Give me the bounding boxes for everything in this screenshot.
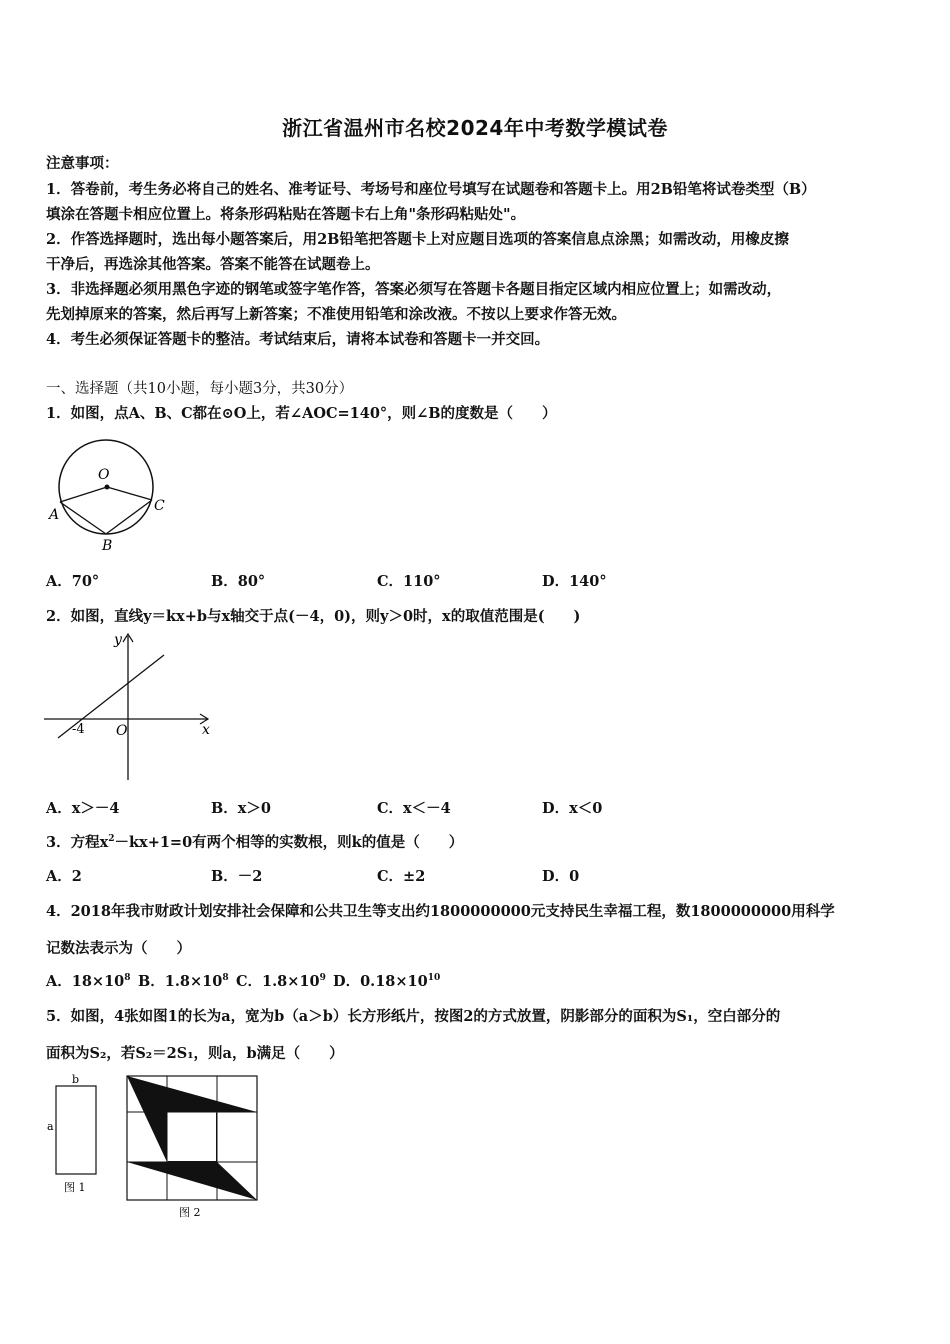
- label-a: A: [49, 507, 60, 523]
- notice-line: 2．作答选择题时，选出每小题答案后，用2B铅笔把答题卡上对应题目选项的答案信息点涂黑；如需改动，用橡皮擦: [46, 231, 789, 248]
- option-b[interactable]: B．－2: [211, 868, 263, 885]
- q5-stem-line1: 5．如图，4张如图1的长为a，宽为b（a＞b）长方形纸片，按图2的方式放置，阴影部分的面积为S₁，空白部分的: [46, 1008, 781, 1025]
- intercept-label: -4: [72, 722, 85, 737]
- option-c[interactable]: C．110°: [377, 573, 441, 590]
- option-a[interactable]: A．2: [46, 868, 82, 885]
- q1-circle-figure: [44, 432, 174, 557]
- q2-line-graph: [40, 628, 220, 786]
- notice-line: 3．非选择题必须用黑色字迹的钢笔或签字笔作答，答案必须写在答题卡各题目指定区域内相应位置上；如需改动，: [46, 281, 782, 298]
- q3-stem: [46, 831, 463, 852]
- label-c: C: [154, 498, 165, 514]
- q2-stem: 2．如图，直线y＝kx+b与x轴交于点(－4，0)，则y＞0时，x的取值范围是( ): [46, 608, 581, 625]
- fig2-caption: 图 2: [179, 1206, 201, 1219]
- option-d[interactable]: D．x＜0: [542, 800, 603, 817]
- option-base: B．1.8×10: [138, 973, 223, 990]
- axis-x-label: x: [202, 722, 210, 738]
- label-b: B: [102, 538, 113, 554]
- axis-y-label: y: [114, 632, 122, 648]
- option-b[interactable]: B．x＞0: [211, 800, 271, 817]
- option-base: C．1.8×10: [236, 973, 320, 990]
- option-exponent: 10: [427, 973, 441, 984]
- page-title: 浙江省温州市名校2024年中考数学模试卷: [282, 116, 668, 140]
- q1-stem: 1．如图，点A、B、C都在⊙O上，若∠AOC=140°，则∠B的度数是（ ）: [46, 405, 557, 422]
- option-base: D．0.18×10: [333, 973, 428, 990]
- notice-heading: 注意事项：: [46, 155, 119, 172]
- origin-label: O: [116, 723, 128, 739]
- option-a[interactable]: A．70°: [46, 573, 100, 590]
- fig1-a-label: a: [47, 1120, 54, 1133]
- label-o: O: [98, 467, 110, 483]
- q3-stem-pre: 3．方程x: [46, 834, 109, 851]
- notice-line: 先划掉原来的答案，然后再写上新答案；不准使用铅笔和涂改液。不按以上要求作答无效。: [46, 306, 626, 323]
- option-exponent: 9: [319, 973, 326, 984]
- q3-stem-post: －kx+1=0有两个相等的实数根，则k的值是（ ）: [114, 834, 464, 851]
- q5-figure-1: [44, 1072, 108, 1198]
- option-a[interactable]: [46, 970, 131, 991]
- option-d[interactable]: [333, 970, 440, 991]
- option-a[interactable]: A．x＞－4: [46, 800, 120, 817]
- option-d[interactable]: D．140°: [542, 573, 607, 590]
- option-d[interactable]: D．0: [542, 868, 580, 885]
- section-heading: 一、选择题（共10小题，每小题3分，共30分）: [46, 381, 354, 397]
- q5-stem-line2: 面积为S₂，若S₂＝2S₁，则a，b满足（ ）: [46, 1045, 344, 1062]
- option-c[interactable]: C．±2: [377, 868, 426, 885]
- fig1-caption: 图 1: [64, 1181, 86, 1194]
- notice-line: 干净后，再选涂其他答案。答案不能答在试题卷上。: [46, 256, 380, 273]
- option-c[interactable]: [236, 970, 326, 991]
- q5-figure-2: [122, 1072, 266, 1224]
- option-base: A．18×10: [46, 973, 125, 990]
- notice-line: 填涂在答题卡相应位置上。将条形码粘贴在答题卡右上角"条形码粘贴处"。: [46, 206, 526, 223]
- option-exponent: 8: [222, 973, 229, 984]
- option-b[interactable]: B．80°: [211, 573, 266, 590]
- notice-line: 1．答卷前，考生务必将自己的姓名、准考证号、考场号和座位号填写在试题卷和答题卡上。用2B铅笔将试卷类型（B）: [46, 181, 816, 198]
- notice-line: 4．考生必须保证答题卡的整洁。考试结束后，请将本试卷和答题卡一并交回。: [46, 331, 550, 348]
- q4-stem-line1: 4．2018年我市财政计划安排社会保障和公共卫生等支出约1800000000元支持民生幸福工程，数1800000000用科学: [46, 903, 835, 920]
- q3-exponent: 2: [108, 834, 115, 845]
- option-c[interactable]: C．x＜－4: [377, 800, 451, 817]
- q4-stem-line2: 记数法表示为（ ）: [46, 940, 191, 957]
- option-b[interactable]: [138, 970, 229, 991]
- option-exponent: 8: [124, 973, 131, 984]
- fig1-b-label: b: [72, 1073, 80, 1086]
